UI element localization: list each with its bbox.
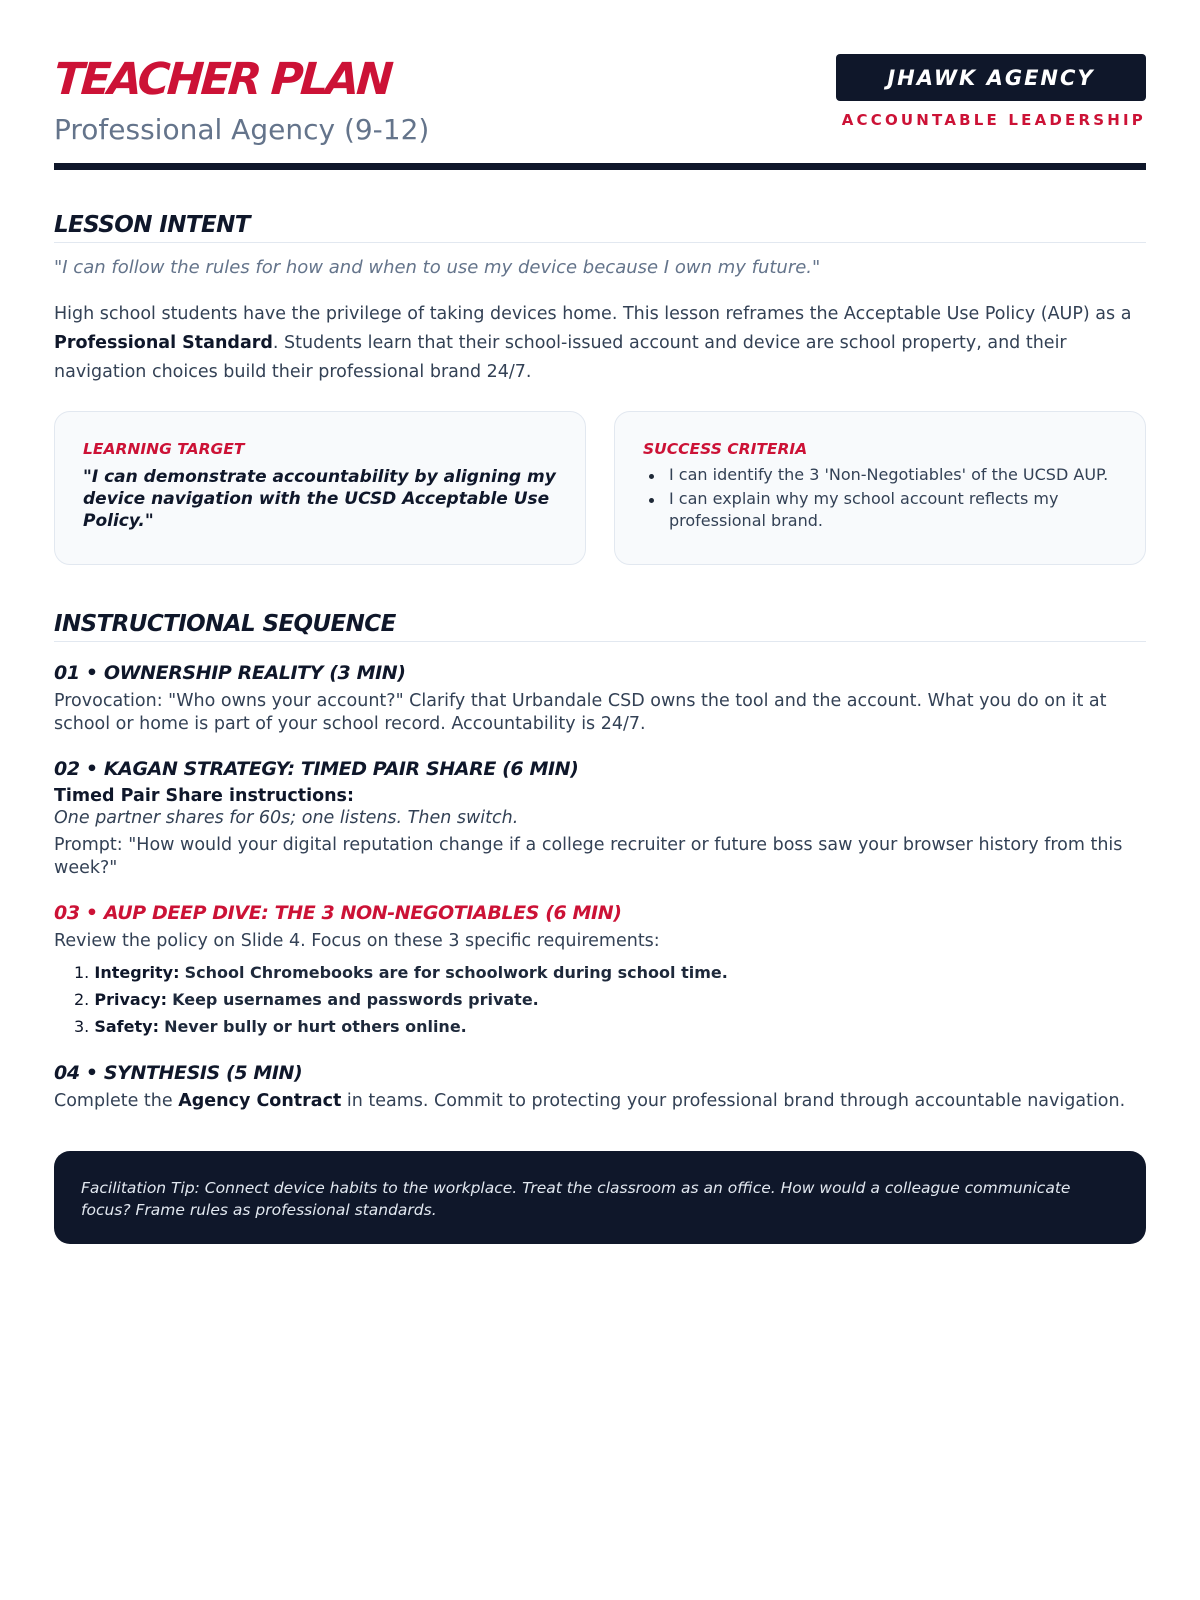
brand-badge: JHAWK AGENCY [836,54,1146,101]
lesson-intent-section [54,212,1146,565]
step-synthesis [54,1062,1146,1113]
step-title: 02 • KAGAN STRATEGY: TIMED PAIR SHARE (6 MIN) [54,758,579,780]
success-criteria-label: SUCCESS CRITERIA [643,440,808,458]
step-aup-deep-dive [54,902,1146,1040]
brand-tagline: ACCOUNTABLE LEADERSHIP [841,111,1146,129]
learning-target-text: "I can demonstrate accountability by aligning my device navigation with the UCSD Acceptable Use Policy." [83,467,556,531]
item-number: 1. [74,963,90,982]
step-ownership-reality [54,662,1146,736]
non-negotiables-list [54,959,1146,1040]
intent-body [54,300,1146,387]
item-term: Safety: [94,1017,159,1036]
facilitation-tip: Facilitation Tip: Connect device habits to the workplace. Treat the classroom as an office. How would a colleague communicate focus? Frame rules as professional standards. [54,1151,1146,1244]
list-item: I can identify the 3 'Non-Negotiables' of the UCSD AUP. [643,464,1117,486]
item-description: Never bully or hurt others online. [164,1017,467,1036]
intent-body-bold: Professional Standard [54,333,273,353]
success-criteria-list [643,464,1117,532]
target-cards [54,411,1146,565]
item-number: 3. [74,1017,90,1036]
intent-body-text-end: . Students learn that their school-issued account and device are school property, and their navigation choices build their professional brand 24/7. [54,333,1067,382]
item-term: Privacy: [94,990,167,1009]
step-instruction: One partner shares for 60s; one listens. Then switch. [54,808,519,828]
list-item [74,1013,1146,1040]
list-item [74,959,1146,986]
learning-target-card [54,411,586,565]
item-description: School Chromebooks are for schoolwork during school time. [184,963,728,982]
instructional-sequence-heading: INSTRUCTIONAL SEQUENCE [54,611,1146,642]
step-title: 04 • SYNTHESIS (5 MIN) [54,1062,303,1084]
step-prompt: Prompt: "How would your digital reputation change if a college recruiter or future boss saw your browser history from this week?" [54,835,1123,878]
success-criteria-card [614,411,1146,565]
step-text: Provocation: "Who owns your account?" Clarify that Urbandale CSD owns the tool and the account. What you do on it at school or home is part of your school record. Accountability is 24/7. [54,691,1107,734]
list-item: I can explain why my school account reflects my professional brand. [643,488,1117,532]
intent-quote: "I can follow the rules for how and when to use my device because I own my future." [54,257,821,278]
item-term: Integrity: [94,963,180,982]
step-kagan-strategy [54,758,1146,880]
step-title: 03 • AUP DEEP DIVE: THE 3 NON-NEGOTIABLES (6 MIN) [54,902,622,924]
list-item [74,986,1146,1013]
learning-target-label: LEARNING TARGET [83,440,245,458]
synthesis-text-end: in teams. Commit to protecting your professional brand through accountable navigation. [341,1091,1126,1111]
page-subtitle: Professional Agency (9-12) [54,113,430,146]
intent-body-text: High school students have the privilege of taking devices home. This lesson reframes the Acceptable Use Policy (AUP) as a [54,304,1132,324]
brand-block [836,52,1146,129]
step-subhead: Timed Pair Share instructions: [54,786,354,806]
synthesis-bold: Agency Contract [178,1091,342,1111]
page-title: TEACHER PLAN [52,54,393,105]
item-description: Keep usernames and passwords private. [172,990,539,1009]
item-number: 2. [74,990,90,1009]
page-header [54,52,1146,170]
instructional-sequence-section [54,611,1146,1113]
step-intro: Review the policy on Slide 4. Focus on these 3 specific requirements: [54,931,660,951]
lesson-intent-heading: LESSON INTENT [54,212,1146,243]
synthesis-text: Complete the [54,1091,179,1111]
title-block [54,52,429,146]
step-title: 01 • OWNERSHIP REALITY (3 MIN) [54,662,406,684]
step-text [54,1090,1146,1113]
